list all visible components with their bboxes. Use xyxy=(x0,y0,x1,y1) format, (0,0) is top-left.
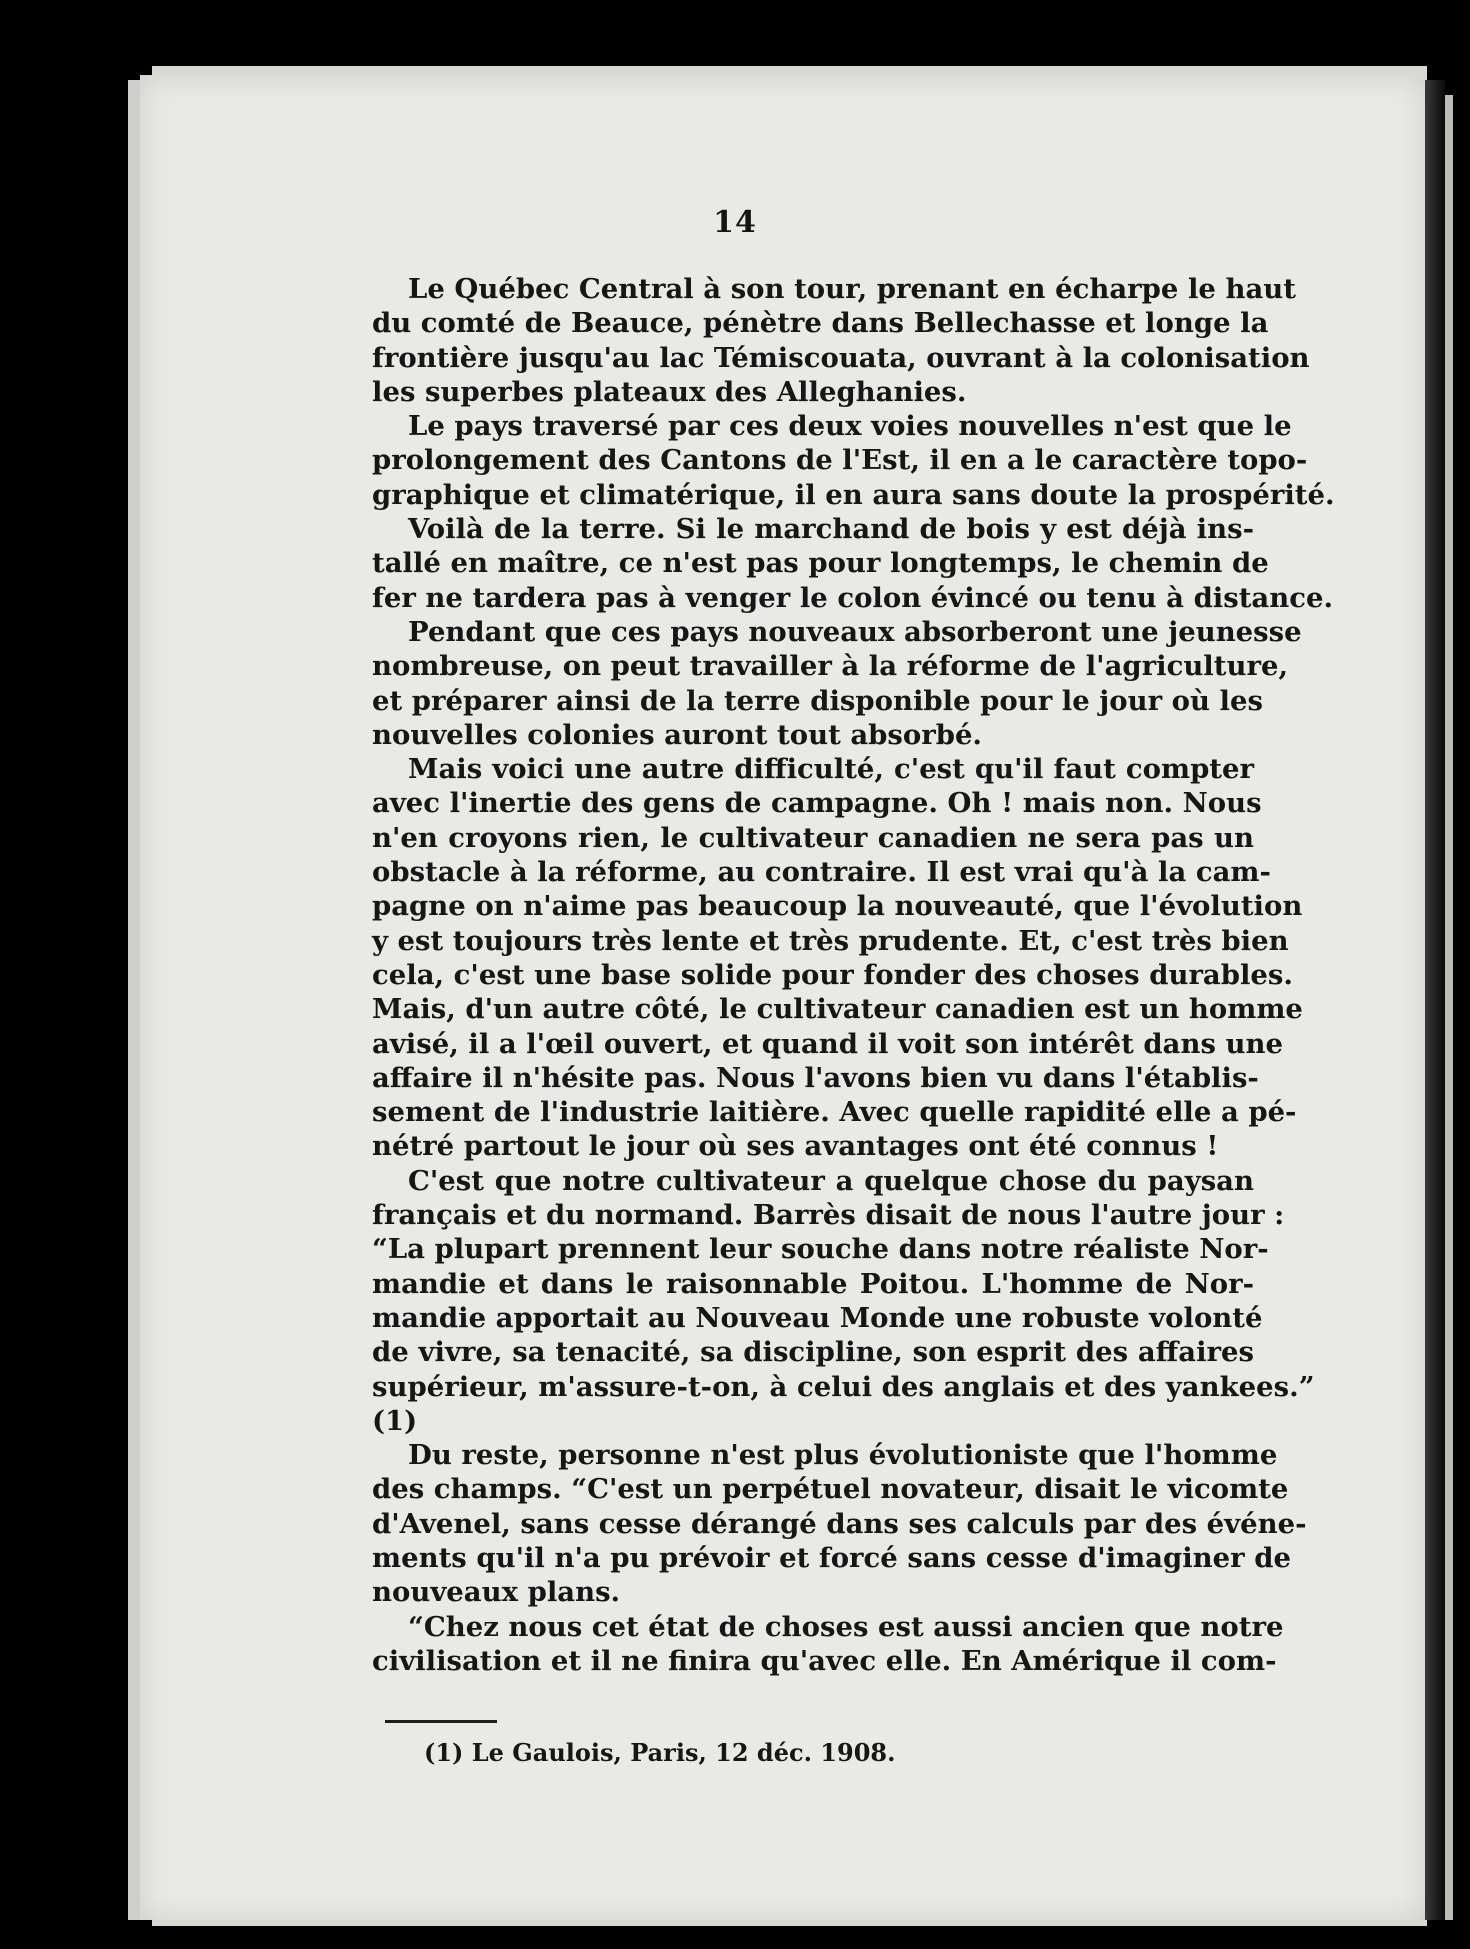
text-line: de vivre, sa tenacité, sa discipline, son esprit des affaires xyxy=(372,1336,1254,1369)
text-line: avisé, il a l'œil ouvert, et quand il voit son intérêt dans une xyxy=(372,1027,1283,1060)
text-line: Le pays traversé par ces deux voies nouvelles n'est que le xyxy=(408,410,1292,443)
text-line: mandie apportait au Nouveau Monde une robuste volonté xyxy=(372,1301,1263,1334)
text-line: sement de l'industrie laitière. Avec quelle rapidité elle a pé- xyxy=(372,1096,1297,1129)
text-line: tallé en maître, ce n'est pas pour longtemps, le chemin de xyxy=(372,547,1269,580)
next-page-edge xyxy=(1445,95,1453,1920)
text-line: mandie et dans le raisonnable Poitou. L'homme de Nor- xyxy=(372,1267,1254,1300)
text-line: civilisation et il ne finira qu'avec elle. En Amérique il com- xyxy=(372,1644,1277,1677)
text-line: nouvelles colonies auront tout absorbé. xyxy=(372,718,983,751)
text-line: n'en croyons rien, le cultivateur canadien ne sera pas un xyxy=(372,821,1254,854)
text-line: pagne on n'aime pas beaucoup la nouveauté, que l'évolution xyxy=(372,890,1303,923)
footnote-rule xyxy=(385,1720,497,1723)
text-line: les superbes plateaux des Alleghanies. xyxy=(372,375,967,408)
text-line: nouveaux plans. xyxy=(372,1576,621,1609)
text-line: y est toujours très lente et très prudente. Et, c'est très bien xyxy=(372,924,1289,957)
text-line: cela, c'est une base solide pour fonder des choses durables. xyxy=(372,958,1293,991)
text-line: obstacle à la réforme, au contraire. Il est vrai qu'à la cam- xyxy=(372,856,1271,889)
text-line: affaire il n'hésite pas. Nous l'avons bien vu dans l'établis- xyxy=(372,1061,1259,1094)
text-line: d'Avenel, sans cesse dérangé dans ses calculs par des événe- xyxy=(372,1507,1307,1540)
text-line: Mais, d'un autre côté, le cultivateur canadien est un homme xyxy=(372,993,1303,1026)
text-line: prolongement des Cantons de l'Est, il en a le caractère topo- xyxy=(372,444,1308,477)
text-line: C'est que notre cultivateur a quelque chose du paysan xyxy=(408,1164,1254,1197)
text-line: nombreuse, on peut travailler à la réforme de l'agriculture, xyxy=(372,650,1289,683)
body-text xyxy=(372,272,1335,1678)
text-line: Du reste, personne n'est plus évolutioniste que l'homme xyxy=(408,1439,1278,1472)
text-line: frontière jusqu'au lac Témiscouata, ouvrant à la colonisation xyxy=(372,341,1310,374)
text-line: français et du normand. Barrès disait de nous l'autre jour : xyxy=(372,1199,1285,1232)
text-line: avec l'inertie des gens de campagne. Oh ! mais non. Nous xyxy=(372,787,1262,820)
text-line: supérieur, m'assure-t-on, à celui des anglais et des yankees.” xyxy=(372,1370,1315,1403)
text-line: Mais voici une autre difficulté, c'est qu'il faut compter xyxy=(408,753,1254,786)
text-line: et préparer ainsi de la terre disponible pour le jour où les xyxy=(372,684,1263,717)
text-line: Pendant que ces pays nouveaux absorberont une jeunesse xyxy=(408,615,1302,648)
text-line: Voilà de la terre. Si le marchand de bois y est déjà ins- xyxy=(408,513,1254,546)
binding-shadow xyxy=(1425,80,1445,1920)
text-line: du comté de Beauce, pénètre dans Bellechasse et longe la xyxy=(372,307,1269,340)
text-line: “La plupart prennent leur souche dans notre réaliste Nor- xyxy=(372,1233,1269,1266)
text-line: Le Québec Central à son tour, prenant en écharpe le haut xyxy=(408,273,1296,305)
text-line: ments qu'il n'a pu prévoir et forcé sans cesse d'imaginer de xyxy=(372,1541,1291,1574)
text-line: fer ne tardera pas à venger le colon évincé ou tenu à distance. xyxy=(372,581,1334,614)
text-line: graphique et climatérique, il en aura sans doute la prospérité. xyxy=(372,478,1335,511)
text-line: des champs. “C'est un perpétuel novateur, disait le vicomte xyxy=(372,1473,1289,1506)
text-line: (1) xyxy=(372,1404,418,1437)
page-number: 14 xyxy=(713,205,757,240)
footnote: (1) Le Gaulois, Paris, 12 déc. 1908. xyxy=(424,1738,896,1767)
text-line: nétré partout le jour où ses avantages ont été connus ! xyxy=(372,1130,1219,1163)
text-line: “Chez nous cet état de choses est aussi ancien que notre xyxy=(408,1610,1284,1643)
